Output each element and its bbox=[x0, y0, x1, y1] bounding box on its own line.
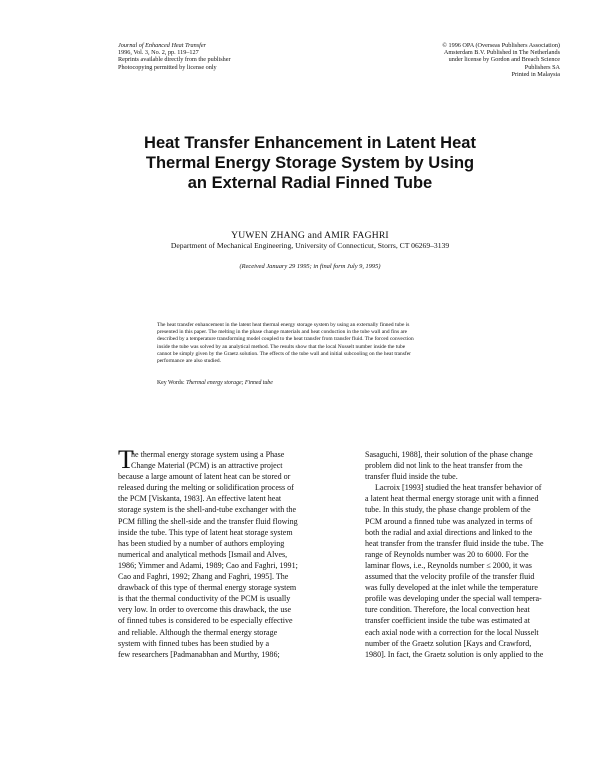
body-line: transfer coefficient inside the tube was estimated at bbox=[365, 616, 530, 626]
drop-cap: T bbox=[118, 445, 134, 474]
body-column-right bbox=[365, 449, 568, 660]
body-line: each axial node with a correction for the local Nusselt bbox=[365, 627, 539, 637]
abstract-line: cannot be simply given by the Graetz solution. The effects of the tube wall and initial subcooling on the heat transfer bbox=[157, 350, 411, 357]
body-line: 1986; Yimmer and Adami, 1989; Cao and Faghri, 1991; bbox=[118, 560, 298, 570]
body-column-left bbox=[118, 445, 345, 660]
keywords bbox=[157, 380, 530, 386]
abstract-line: The heat transfer enhancement in the latent heat thermal energy storage system by using an externally finned tube is bbox=[157, 322, 410, 328]
body-line: PCM filling the shell-side and the transfer fluid flowing bbox=[118, 516, 298, 526]
abstract-line: described by a temperature transforming model coupled to the heat transfer from transfer fluid. The forced convection bbox=[157, 336, 414, 343]
received-dates: (Received January 29 1995; in final form July 9, 1995) bbox=[239, 263, 381, 270]
body-line: 1980]. In fact, the Graetz solution is only applied to the bbox=[365, 649, 544, 659]
title-line: Heat Transfer Enhancement in Latent Heat bbox=[144, 134, 476, 152]
keywords-label: Key Words: bbox=[157, 380, 185, 386]
body-line: transfer fluid inside the tube. bbox=[365, 472, 458, 482]
body-line: because a large amount of latent heat can be stored or bbox=[118, 472, 291, 482]
body-line: ture condition. Therefore, the local convection heat bbox=[365, 605, 530, 615]
body-line: Change Material (PCM) is an attractive project bbox=[131, 461, 283, 471]
license-line: under license by Gordon and Breach Science bbox=[448, 56, 560, 64]
body-line: few researchers [Padmanabhan and Murthy, 1986; bbox=[118, 649, 280, 659]
body-line: of finned tubes is considered to be especially effective bbox=[118, 616, 293, 626]
body-line: has been studied by a number of authors employing bbox=[118, 538, 285, 548]
abstract bbox=[157, 322, 530, 365]
journal-info bbox=[118, 42, 348, 71]
body-line: was fully developed at the inlet while the temperature bbox=[365, 583, 538, 593]
journal-name: Journal of Enhanced Heat Transfer bbox=[118, 42, 206, 49]
body-line: tube. In this study, the phase change problem of the bbox=[365, 505, 531, 515]
body-line: very low. In order to overcome this drawback, the use bbox=[118, 605, 292, 615]
body-line: Lacroix [1993] studied the heat transfer behavior of bbox=[375, 483, 542, 493]
body-line: Cao and Faghri, 1992; Zhang and Faghri, 1995]. The bbox=[118, 572, 289, 582]
body-line: numerical and analytical methods [Ismail and Alves, bbox=[118, 549, 288, 559]
title-line: Thermal Energy Storage System by Using bbox=[145, 154, 475, 172]
body-line: heat transfer from the transfer fluid inside the tube. The bbox=[365, 538, 544, 548]
body-line: a latent heat thermal energy storage unit with a finned bbox=[365, 494, 539, 504]
abstract-line: performance are also studied. bbox=[157, 358, 222, 365]
body-line: PCM around a finned tube was analyzed in terms of bbox=[365, 516, 533, 526]
body-line: laminar flows, i.e., Reynolds number ≤ 2000, it was bbox=[365, 560, 532, 570]
body-line: is that the thermal conductivity of the PCM is usually bbox=[118, 594, 291, 604]
paper-title bbox=[60, 133, 560, 193]
abstract-line: inside the tube was solved by an analytical method. The results show that the local Nusselt number inside the tube bbox=[157, 343, 406, 350]
publisher-name: Publishers SA bbox=[524, 63, 560, 71]
authors: YUWEN ZHANG and AMIR FAGHRI bbox=[231, 230, 389, 241]
body-line: drawback of this type of thermal energy storage system bbox=[118, 583, 297, 593]
body-line: inside the tube. This type of latent heat storage system bbox=[118, 527, 293, 537]
body-line: storage system is the shell-and-tube exchanger with the bbox=[118, 505, 297, 515]
journal-volume: 1996, Vol. 3, No. 2, pp. 119–127 bbox=[118, 49, 199, 57]
keywords-text: Thermal energy storage; Finned tube bbox=[186, 380, 273, 386]
publisher-info bbox=[330, 42, 560, 78]
publisher-line: Amsterdam B.V. Published in The Netherlands bbox=[443, 49, 560, 57]
body-line: both the radial and axial directions and linked to the bbox=[365, 527, 533, 537]
printed-line: Printed in Malaysia bbox=[511, 70, 560, 78]
body-line: profile was developing under the special wall tempera- bbox=[365, 594, 542, 604]
body-line-text: he thermal energy storage system using a Phase bbox=[131, 450, 285, 459]
body-line: problem did not link to the heat transfer from the bbox=[365, 461, 523, 471]
photocopy-note: Photocopying permitted by license only bbox=[118, 63, 217, 71]
body-line: number of the Graetz solution [Kays and Crawford, bbox=[365, 638, 532, 648]
copyright-line: © 1996 OPA (Overseas Publishers Association) bbox=[442, 42, 560, 49]
reprint-note: Reprints available directly from the publisher bbox=[118, 56, 231, 64]
body-line: assumed that the velocity profile of the transfer fluid bbox=[365, 572, 535, 582]
body-line: Sasaguchi, 1988], their solution of the phase change bbox=[365, 450, 533, 459]
body-line: released during the melting or solidification process of bbox=[118, 483, 294, 493]
body-line: and reliable. Although the thermal energy storage bbox=[118, 627, 278, 637]
body-line: range of Reynolds number was 20 to 6000. For the bbox=[365, 549, 529, 559]
affiliation: Department of Mechanical Engineering, University of Connecticut, Storrs, CT 06269–3139 bbox=[170, 241, 450, 250]
body-line: the PCM [Viskanta, 1983]. An effective latent heat bbox=[118, 494, 282, 504]
title-line: an External Radial Finned Tube bbox=[187, 174, 433, 192]
body-line: system with finned tubes has been studied by a bbox=[118, 638, 270, 648]
abstract-line: presented in this paper. The melting in the phase change materials and heat conduction in the tube wall and fins are bbox=[157, 329, 408, 336]
